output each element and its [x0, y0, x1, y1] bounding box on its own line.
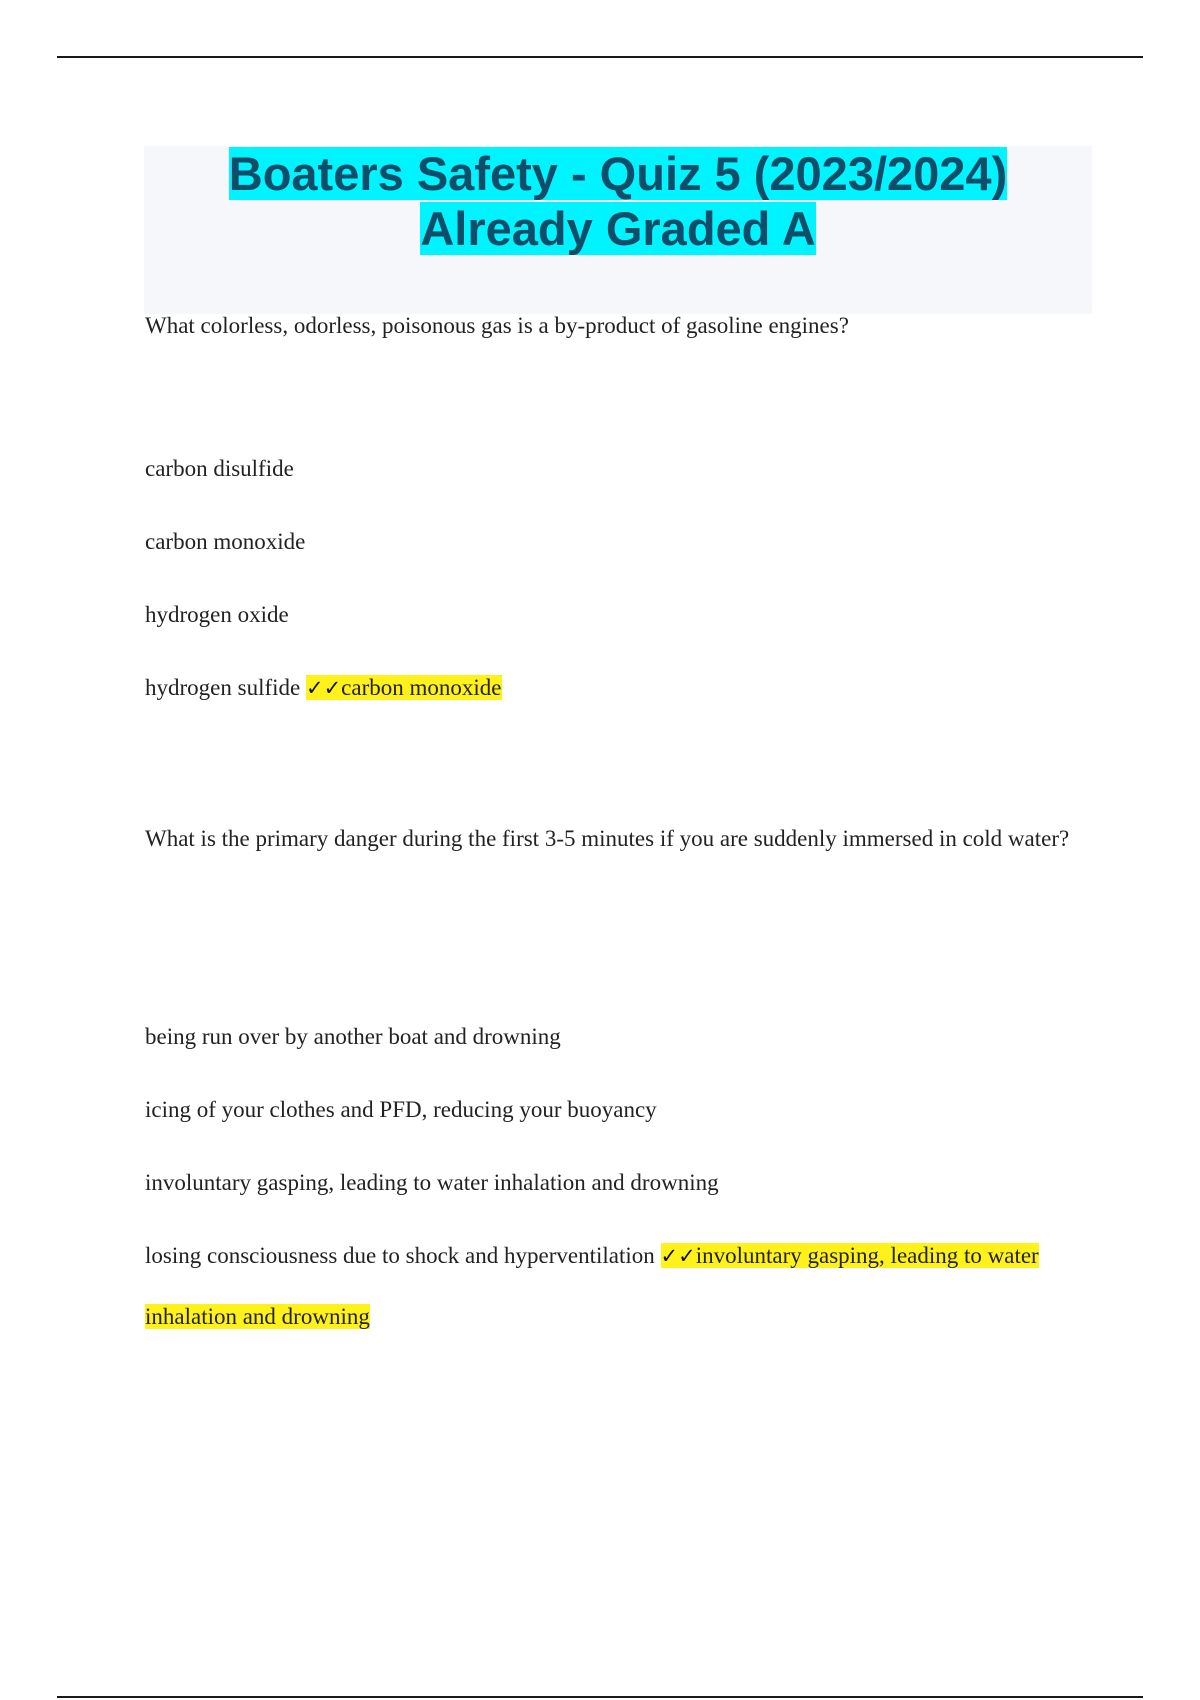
q2-option-2: icing of your clothes and PFD, reducing your buoyancy	[145, 1097, 657, 1122]
q1-option-4: hydrogen sulfide	[145, 675, 301, 700]
document-title	[144, 146, 1092, 256]
title-block	[144, 146, 1092, 314]
q1-option-2: carbon monoxide	[145, 529, 306, 554]
q1-answer: carbon monoxide	[341, 675, 502, 700]
q1-answer-highlight	[306, 675, 502, 700]
q1-option-3: hydrogen oxide	[145, 602, 289, 627]
title-line-1: Boaters Safety - Quiz 5 (2023/2024)	[228, 147, 1008, 200]
q1-option-1: carbon disulfide	[145, 456, 294, 481]
question-1: What colorless, odorless, poisonous gas is a by-product of gasoline engines?	[145, 313, 849, 338]
q2-answer-part-1: involuntary gasping, leading to water	[695, 1243, 1039, 1268]
q2-answer-highlight-1	[661, 1243, 1039, 1268]
title-line-2: Already Graded A	[420, 202, 816, 255]
q2-option-4: losing consciousness due to shock and hyperventilation	[145, 1243, 655, 1268]
q2-option-3: involuntary gasping, leading to water inhalation and drowning	[145, 1170, 719, 1195]
q2-answer-line-2	[145, 1302, 370, 1332]
q1-option-4-line	[145, 673, 502, 703]
q2-option-1: being run over by another boat and drowning	[145, 1024, 561, 1049]
q2-answer-part-2: inhalation and drowning	[145, 1304, 370, 1329]
double-checkmark-icon: ✓✓	[305, 676, 342, 700]
double-checkmark-icon: ✓✓	[660, 1244, 696, 1268]
bottom-rule	[57, 1696, 1143, 1698]
q2-option-4-line	[145, 1241, 1039, 1271]
question-2: What is the primary danger during the first 3-5 minutes if you are suddenly immersed in cold water?	[145, 826, 1070, 851]
top-rule	[57, 56, 1143, 58]
